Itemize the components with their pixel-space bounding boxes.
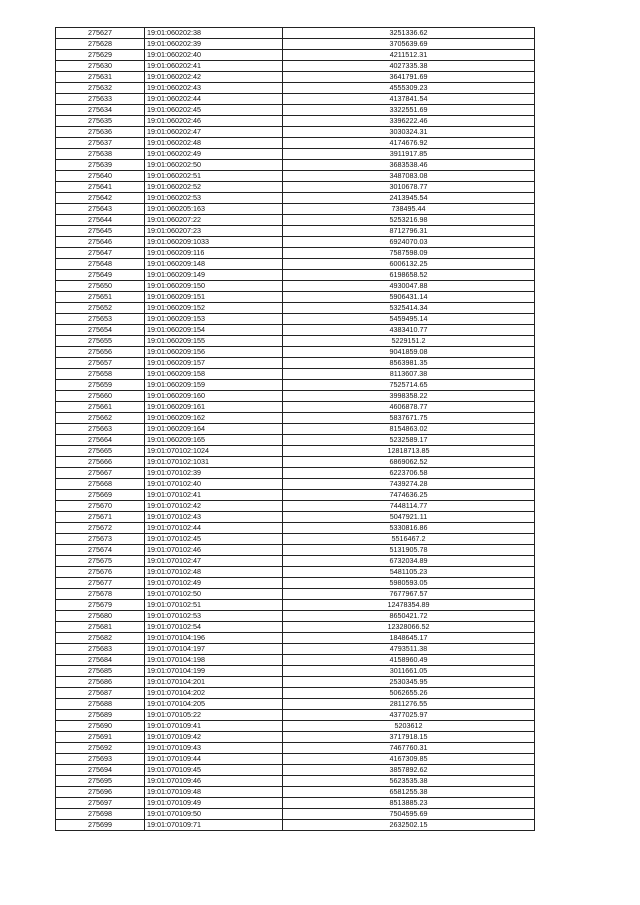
cadastral-number-cell: 19:01:060202:44	[145, 94, 283, 105]
value-cell: 5062655.26	[283, 688, 535, 699]
row-id-cell: 275677	[56, 578, 145, 589]
value-cell: 9041859.08	[283, 347, 535, 358]
cadastral-number-cell: 19:01:060209:1033	[145, 237, 283, 248]
value-cell: 8712796.31	[283, 226, 535, 237]
row-id-cell: 275659	[56, 380, 145, 391]
cadastral-number-cell: 19:01:070102:46	[145, 545, 283, 556]
cadastral-number-cell: 19:01:060202:50	[145, 160, 283, 171]
cadastral-number-cell: 19:01:060209:157	[145, 358, 283, 369]
value-cell: 3030324.31	[283, 127, 535, 138]
table-row	[56, 380, 535, 391]
row-id-cell: 275678	[56, 589, 145, 600]
row-id-cell: 275661	[56, 402, 145, 413]
row-id-cell: 275642	[56, 193, 145, 204]
row-id-cell: 275683	[56, 644, 145, 655]
table-row	[56, 325, 535, 336]
cadastral-number-cell: 19:01:070102:41	[145, 490, 283, 501]
cadastral-number-cell: 19:01:070102:53	[145, 611, 283, 622]
table-row	[56, 567, 535, 578]
table-row	[56, 710, 535, 721]
table-row	[56, 226, 535, 237]
cadastral-number-cell: 19:01:070109:45	[145, 765, 283, 776]
cadastral-number-cell: 19:01:070104:196	[145, 633, 283, 644]
table-row	[56, 490, 535, 501]
table-row	[56, 578, 535, 589]
value-cell: 5203612	[283, 721, 535, 732]
cadastral-number-cell: 19:01:060202:49	[145, 149, 283, 160]
cadastral-number-cell: 19:01:070102:49	[145, 578, 283, 589]
value-cell: 6198658.52	[283, 270, 535, 281]
cadastral-number-cell: 19:01:070109:44	[145, 754, 283, 765]
value-cell: 6581255.38	[283, 787, 535, 798]
value-cell: 4137841.54	[283, 94, 535, 105]
table-row	[56, 402, 535, 413]
row-id-cell: 275637	[56, 138, 145, 149]
table-row	[56, 193, 535, 204]
cadastral-number-cell: 19:01:070102:47	[145, 556, 283, 567]
row-id-cell: 275667	[56, 468, 145, 479]
table-row	[56, 270, 535, 281]
row-id-cell: 275629	[56, 50, 145, 61]
cadastral-number-cell: 19:01:070104:205	[145, 699, 283, 710]
value-cell: 3251336.62	[283, 28, 535, 39]
table-row	[56, 743, 535, 754]
value-cell: 3857892.62	[283, 765, 535, 776]
table-row	[56, 83, 535, 94]
row-id-cell: 275698	[56, 809, 145, 820]
table-row	[56, 248, 535, 259]
cadastral-number-cell: 19:01:060207:22	[145, 215, 283, 226]
cadastral-number-cell: 19:01:070102:54	[145, 622, 283, 633]
table-row	[56, 237, 535, 248]
row-id-cell: 275681	[56, 622, 145, 633]
row-id-cell: 275680	[56, 611, 145, 622]
value-cell: 7448114.77	[283, 501, 535, 512]
table-row	[56, 347, 535, 358]
value-cell: 3396222.46	[283, 116, 535, 127]
table-row	[56, 116, 535, 127]
row-id-cell: 275656	[56, 347, 145, 358]
cadastral-number-cell: 19:01:060209:153	[145, 314, 283, 325]
cadastral-number-cell: 19:01:060209:151	[145, 292, 283, 303]
value-cell: 3011661.05	[283, 666, 535, 677]
cadastral-number-cell: 19:01:070102:50	[145, 589, 283, 600]
table-row	[56, 622, 535, 633]
table-row	[56, 182, 535, 193]
value-cell: 4930047.88	[283, 281, 535, 292]
value-cell: 6006132.25	[283, 259, 535, 270]
value-cell: 3641791.69	[283, 72, 535, 83]
value-cell: 4606878.77	[283, 402, 535, 413]
cadastral-number-cell: 19:01:070109:71	[145, 820, 283, 831]
table-row	[56, 204, 535, 215]
row-id-cell: 275646	[56, 237, 145, 248]
value-cell: 6924070.03	[283, 237, 535, 248]
value-cell: 4027335.38	[283, 61, 535, 72]
table-row	[56, 688, 535, 699]
value-cell: 4377025.97	[283, 710, 535, 721]
table-row	[56, 138, 535, 149]
row-id-cell: 275645	[56, 226, 145, 237]
cadastral-number-cell: 19:01:060209:161	[145, 402, 283, 413]
row-id-cell: 275643	[56, 204, 145, 215]
table-row	[56, 292, 535, 303]
value-cell: 5232589.17	[283, 435, 535, 446]
cadastral-number-cell: 19:01:060202:39	[145, 39, 283, 50]
value-cell: 3705639.69	[283, 39, 535, 50]
row-id-cell: 275668	[56, 479, 145, 490]
value-cell: 12328066.52	[283, 622, 535, 633]
row-id-cell: 275664	[56, 435, 145, 446]
value-cell: 4167309.85	[283, 754, 535, 765]
cadastral-number-cell: 19:01:060209:116	[145, 248, 283, 259]
row-id-cell: 275648	[56, 259, 145, 270]
row-id-cell: 275655	[56, 336, 145, 347]
value-cell: 2811276.55	[283, 699, 535, 710]
cadastral-number-cell: 19:01:070104:198	[145, 655, 283, 666]
value-cell: 5980593.05	[283, 578, 535, 589]
table-row	[56, 358, 535, 369]
table-row	[56, 589, 535, 600]
cadastral-number-cell: 19:01:060209:160	[145, 391, 283, 402]
row-id-cell: 275662	[56, 413, 145, 424]
value-cell: 6223706.58	[283, 468, 535, 479]
table-row	[56, 72, 535, 83]
table-row	[56, 259, 535, 270]
row-id-cell: 275657	[56, 358, 145, 369]
value-cell: 4793511.38	[283, 644, 535, 655]
value-cell: 8154863.02	[283, 424, 535, 435]
row-id-cell: 275669	[56, 490, 145, 501]
value-cell: 8563981.35	[283, 358, 535, 369]
table-row	[56, 105, 535, 116]
row-id-cell: 275671	[56, 512, 145, 523]
cadastral-number-cell: 19:01:060202:40	[145, 50, 283, 61]
value-cell: 4211512.31	[283, 50, 535, 61]
value-cell: 8113607.38	[283, 369, 535, 380]
cadastral-number-cell: 19:01:060202:48	[145, 138, 283, 149]
table-row	[56, 50, 535, 61]
cadastral-number-cell: 19:01:060202:52	[145, 182, 283, 193]
cadastral-number-cell: 19:01:060202:46	[145, 116, 283, 127]
row-id-cell: 275670	[56, 501, 145, 512]
table-row	[56, 501, 535, 512]
value-cell: 5131905.78	[283, 545, 535, 556]
cadastral-number-cell: 19:01:060209:148	[145, 259, 283, 270]
cadastral-number-cell: 19:01:070109:49	[145, 798, 283, 809]
table-row	[56, 721, 535, 732]
table-row	[56, 127, 535, 138]
row-id-cell: 275694	[56, 765, 145, 776]
table-row	[56, 424, 535, 435]
row-id-cell: 275627	[56, 28, 145, 39]
row-id-cell: 275630	[56, 61, 145, 72]
row-id-cell: 275693	[56, 754, 145, 765]
cadastral-number-cell: 19:01:060209:159	[145, 380, 283, 391]
cadastral-number-cell: 19:01:060205:163	[145, 204, 283, 215]
table-row	[56, 611, 535, 622]
row-id-cell: 275666	[56, 457, 145, 468]
row-id-cell: 275631	[56, 72, 145, 83]
cadastral-number-cell: 19:01:070102:39	[145, 468, 283, 479]
row-id-cell: 275673	[56, 534, 145, 545]
value-cell: 3010678.77	[283, 182, 535, 193]
row-id-cell: 275663	[56, 424, 145, 435]
value-cell: 3322551.69	[283, 105, 535, 116]
cadastral-number-cell: 19:01:070102:42	[145, 501, 283, 512]
table-row	[56, 787, 535, 798]
cadastral-number-cell: 19:01:060202:47	[145, 127, 283, 138]
row-id-cell: 275691	[56, 732, 145, 743]
value-cell: 12818713.85	[283, 446, 535, 457]
row-id-cell: 275636	[56, 127, 145, 138]
cadastral-number-cell: 19:01:070102:44	[145, 523, 283, 534]
table-row	[56, 556, 535, 567]
table-body	[56, 28, 535, 831]
table-row	[56, 468, 535, 479]
cadastral-number-cell: 19:01:060209:150	[145, 281, 283, 292]
value-cell: 2413945.54	[283, 193, 535, 204]
table-row	[56, 765, 535, 776]
value-cell: 8513885.23	[283, 798, 535, 809]
row-id-cell: 275651	[56, 292, 145, 303]
row-id-cell: 275638	[56, 149, 145, 160]
value-cell: 5837671.75	[283, 413, 535, 424]
value-cell: 3487083.08	[283, 171, 535, 182]
table-row	[56, 435, 535, 446]
row-id-cell: 275652	[56, 303, 145, 314]
table-row	[56, 732, 535, 743]
row-id-cell: 275690	[56, 721, 145, 732]
row-id-cell: 275647	[56, 248, 145, 259]
value-cell: 7467760.31	[283, 743, 535, 754]
cadastral-number-cell: 19:01:070109:41	[145, 721, 283, 732]
value-cell: 7474636.25	[283, 490, 535, 501]
cadastral-number-cell: 19:01:070102:45	[145, 534, 283, 545]
cadastral-number-cell: 19:01:060209:162	[145, 413, 283, 424]
cadastral-number-cell: 19:01:060202:43	[145, 83, 283, 94]
cadastral-number-cell: 19:01:070102:40	[145, 479, 283, 490]
row-id-cell: 275641	[56, 182, 145, 193]
row-id-cell: 275644	[56, 215, 145, 226]
table-row	[56, 633, 535, 644]
value-cell: 2632502.15	[283, 820, 535, 831]
data-table	[55, 27, 535, 831]
row-id-cell: 275633	[56, 94, 145, 105]
cadastral-number-cell: 19:01:070102:1031	[145, 457, 283, 468]
cadastral-number-cell: 19:01:060202:45	[145, 105, 283, 116]
table-row	[56, 149, 535, 160]
table-row	[56, 809, 535, 820]
cadastral-number-cell: 19:01:060209:158	[145, 369, 283, 380]
value-cell: 3998358.22	[283, 391, 535, 402]
row-id-cell: 275634	[56, 105, 145, 116]
value-cell: 5330816.86	[283, 523, 535, 534]
table-row	[56, 413, 535, 424]
cadastral-number-cell: 19:01:070109:50	[145, 809, 283, 820]
cadastral-number-cell: 19:01:060202:51	[145, 171, 283, 182]
value-cell: 5229151.2	[283, 336, 535, 347]
cadastral-number-cell: 19:01:060209:154	[145, 325, 283, 336]
row-id-cell: 275692	[56, 743, 145, 754]
row-id-cell: 275649	[56, 270, 145, 281]
value-cell: 3683538.46	[283, 160, 535, 171]
row-id-cell: 275684	[56, 655, 145, 666]
value-cell: 7525714.65	[283, 380, 535, 391]
value-cell: 5325414.34	[283, 303, 535, 314]
cadastral-number-cell: 19:01:060202:53	[145, 193, 283, 204]
row-id-cell: 275695	[56, 776, 145, 787]
row-id-cell: 275654	[56, 325, 145, 336]
table-row	[56, 303, 535, 314]
row-id-cell: 275689	[56, 710, 145, 721]
value-cell: 3911917.85	[283, 149, 535, 160]
row-id-cell: 275699	[56, 820, 145, 831]
value-cell: 7587598.09	[283, 248, 535, 259]
row-id-cell: 275685	[56, 666, 145, 677]
table-row	[56, 523, 535, 534]
value-cell: 7504595.69	[283, 809, 535, 820]
value-cell: 4555309.23	[283, 83, 535, 94]
table-row	[56, 754, 535, 765]
table-row	[56, 171, 535, 182]
row-id-cell: 275676	[56, 567, 145, 578]
value-cell: 1848645.17	[283, 633, 535, 644]
cadastral-number-cell: 19:01:070109:42	[145, 732, 283, 743]
value-cell: 12478354.89	[283, 600, 535, 611]
table-row	[56, 391, 535, 402]
table-row	[56, 655, 535, 666]
cadastral-number-cell: 19:01:070102:43	[145, 512, 283, 523]
cadastral-number-cell: 19:01:070105:22	[145, 710, 283, 721]
table-row	[56, 28, 535, 39]
row-id-cell: 275696	[56, 787, 145, 798]
table-row	[56, 281, 535, 292]
value-cell: 7439274.28	[283, 479, 535, 490]
row-id-cell: 275660	[56, 391, 145, 402]
value-cell: 4158960.49	[283, 655, 535, 666]
table-row	[56, 644, 535, 655]
value-cell: 3717918.15	[283, 732, 535, 743]
value-cell: 5516467.2	[283, 534, 535, 545]
cadastral-number-cell: 19:01:070104:201	[145, 677, 283, 688]
row-id-cell: 275688	[56, 699, 145, 710]
row-id-cell: 275679	[56, 600, 145, 611]
cadastral-number-cell: 19:01:060209:149	[145, 270, 283, 281]
value-cell: 4383410.77	[283, 325, 535, 336]
row-id-cell: 275672	[56, 523, 145, 534]
table-row	[56, 446, 535, 457]
row-id-cell: 275675	[56, 556, 145, 567]
table-row	[56, 699, 535, 710]
table-row	[56, 776, 535, 787]
row-id-cell: 275640	[56, 171, 145, 182]
value-cell: 5623535.38	[283, 776, 535, 787]
table-row	[56, 677, 535, 688]
row-id-cell: 275632	[56, 83, 145, 94]
cadastral-number-cell: 19:01:070104:197	[145, 644, 283, 655]
value-cell: 5253216.98	[283, 215, 535, 226]
row-id-cell: 275653	[56, 314, 145, 325]
cadastral-number-cell: 19:01:060209:165	[145, 435, 283, 446]
cadastral-number-cell: 19:01:060202:38	[145, 28, 283, 39]
table-row	[56, 94, 535, 105]
table-row	[56, 600, 535, 611]
table-row	[56, 369, 535, 380]
table-row	[56, 336, 535, 347]
cadastral-number-cell: 19:01:070102:1024	[145, 446, 283, 457]
table-row	[56, 820, 535, 831]
cadastral-number-cell: 19:01:070109:46	[145, 776, 283, 787]
row-id-cell: 275635	[56, 116, 145, 127]
cadastral-number-cell: 19:01:070109:48	[145, 787, 283, 798]
row-id-cell: 275697	[56, 798, 145, 809]
table-row	[56, 160, 535, 171]
value-cell: 6732034.89	[283, 556, 535, 567]
table-row	[56, 545, 535, 556]
table-row	[56, 534, 535, 545]
value-cell: 5906431.14	[283, 292, 535, 303]
value-cell: 4174676.92	[283, 138, 535, 149]
row-id-cell: 275686	[56, 677, 145, 688]
value-cell: 738495.44	[283, 204, 535, 215]
cadastral-number-cell: 19:01:060207:23	[145, 226, 283, 237]
cadastral-number-cell: 19:01:060209:152	[145, 303, 283, 314]
cadastral-number-cell: 19:01:070109:43	[145, 743, 283, 754]
table-row	[56, 666, 535, 677]
row-id-cell: 275650	[56, 281, 145, 292]
table-row	[56, 215, 535, 226]
row-id-cell: 275682	[56, 633, 145, 644]
cadastral-number-cell: 19:01:060209:156	[145, 347, 283, 358]
row-id-cell: 275658	[56, 369, 145, 380]
cadastral-number-cell: 19:01:060202:42	[145, 72, 283, 83]
value-cell: 5481105.23	[283, 567, 535, 578]
row-id-cell: 275665	[56, 446, 145, 457]
table-row	[56, 512, 535, 523]
table-row	[56, 39, 535, 50]
cadastral-number-cell: 19:01:060209:164	[145, 424, 283, 435]
value-cell: 6869062.52	[283, 457, 535, 468]
table-row	[56, 798, 535, 809]
table-row	[56, 61, 535, 72]
row-id-cell: 275628	[56, 39, 145, 50]
table-row	[56, 314, 535, 325]
row-id-cell: 275687	[56, 688, 145, 699]
table-row	[56, 457, 535, 468]
cadastral-number-cell: 19:01:060209:155	[145, 336, 283, 347]
value-cell: 5459495.14	[283, 314, 535, 325]
cadastral-number-cell: 19:01:070104:202	[145, 688, 283, 699]
value-cell: 5047921.11	[283, 512, 535, 523]
cadastral-number-cell: 19:01:070102:48	[145, 567, 283, 578]
value-cell: 8650421.72	[283, 611, 535, 622]
row-id-cell: 275674	[56, 545, 145, 556]
value-cell: 7677967.57	[283, 589, 535, 600]
value-cell: 2530345.95	[283, 677, 535, 688]
row-id-cell: 275639	[56, 160, 145, 171]
cadastral-number-cell: 19:01:070102:51	[145, 600, 283, 611]
cadastral-number-cell: 19:01:070104:199	[145, 666, 283, 677]
table-row	[56, 479, 535, 490]
cadastral-number-cell: 19:01:060202:41	[145, 61, 283, 72]
